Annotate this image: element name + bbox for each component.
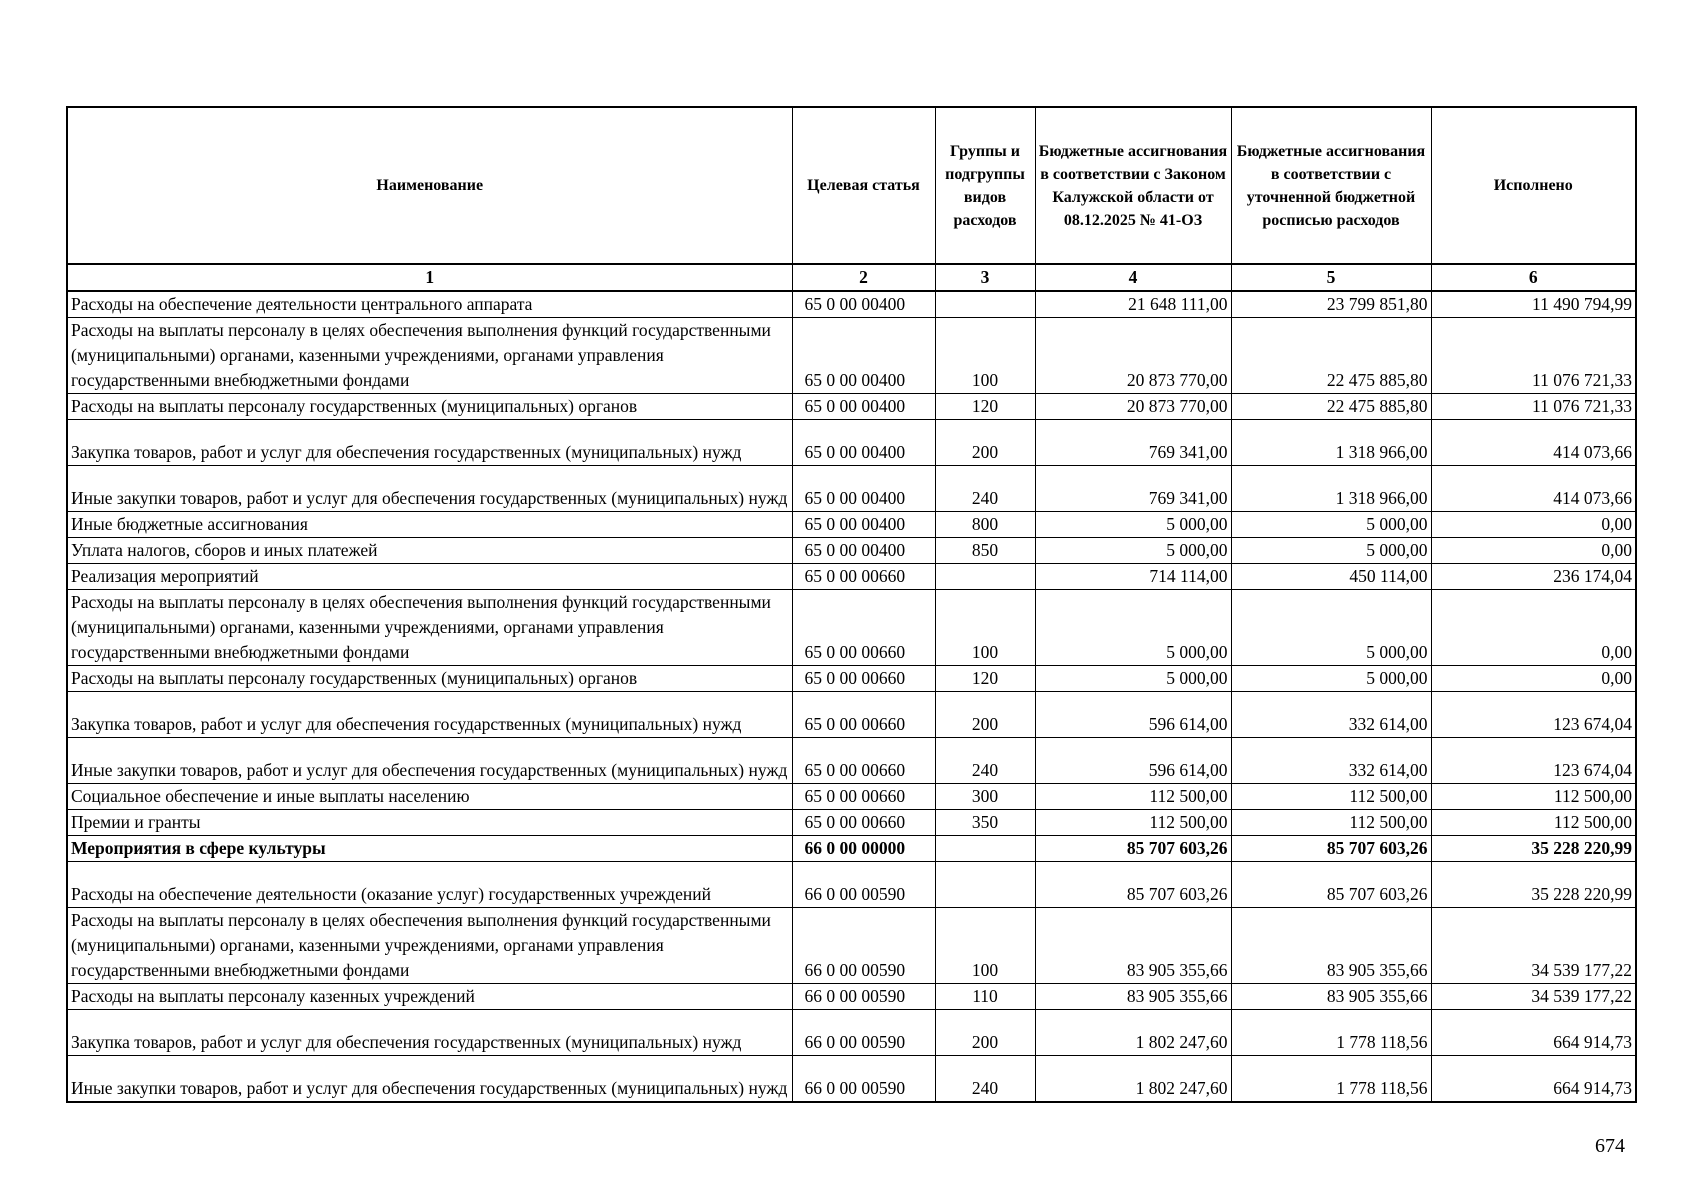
table-row [67,394,1636,420]
row-law-allocation: 1 802 247,60 [1035,1056,1231,1102]
column-number: 6 [1431,264,1636,291]
table-row [67,1010,1636,1056]
row-expense-group: 240 [935,466,1035,512]
column-number: 4 [1035,264,1231,291]
table-row [67,836,1636,862]
row-executed: 11 076 721,33 [1431,394,1636,420]
row-expense-group: 300 [935,784,1035,810]
row-target-article: 65 0 00 00400 [792,466,935,512]
row-plan-allocation: 83 905 355,66 [1231,984,1431,1010]
row-target-article: 66 0 00 00590 [792,984,935,1010]
row-law-allocation: 20 873 770,00 [1035,318,1231,394]
table-row [67,666,1636,692]
row-target-article: 65 0 00 00660 [792,590,935,666]
row-executed: 34 539 177,22 [1431,984,1636,1010]
row-law-allocation: 1 802 247,60 [1035,1010,1231,1056]
row-expense-group: 240 [935,738,1035,784]
row-name: Мероприятия в сфере культуры [67,836,792,862]
table-row [67,984,1636,1010]
row-expense-group: 240 [935,1056,1035,1102]
row-law-allocation: 5 000,00 [1035,590,1231,666]
row-law-allocation: 5 000,00 [1035,512,1231,538]
row-plan-allocation: 23 799 851,80 [1231,291,1431,318]
row-expense-group: 850 [935,538,1035,564]
table-row [67,908,1636,984]
row-law-allocation: 20 873 770,00 [1035,394,1231,420]
row-plan-allocation: 1 318 966,00 [1231,420,1431,466]
row-plan-allocation: 332 614,00 [1231,692,1431,738]
row-name: Расходы на обеспечение деятельности центрального аппарата [67,291,792,318]
row-law-allocation: 85 707 603,26 [1035,862,1231,908]
row-executed: 123 674,04 [1431,692,1636,738]
row-name: Иные закупки товаров, работ и услуг для обеспечения государственных (муниципальных) нужд [67,738,792,784]
row-name: Закупка товаров, работ и услуг для обеспечения государственных (муниципальных) нужд [67,420,792,466]
row-expense-group: 100 [935,908,1035,984]
table-row [67,420,1636,466]
row-plan-allocation: 85 707 603,26 [1231,836,1431,862]
table-row [67,810,1636,836]
row-law-allocation: 714 114,00 [1035,564,1231,590]
row-expense-group: 200 [935,1010,1035,1056]
row-name: Расходы на выплаты персоналу в целях обеспечения выполнения функций государственными (муниципальными) органами, казенными учреждениями, органами управления государственными внебюджетными фондами [67,590,792,666]
row-law-allocation: 596 614,00 [1035,738,1231,784]
row-law-allocation: 83 905 355,66 [1035,908,1231,984]
table-row [67,538,1636,564]
row-law-allocation: 21 648 111,00 [1035,291,1231,318]
column-number: 3 [935,264,1035,291]
row-name: Премии и гранты [67,810,792,836]
row-executed: 11 076 721,33 [1431,318,1636,394]
row-law-allocation: 769 341,00 [1035,420,1231,466]
row-expense-group: 100 [935,318,1035,394]
header-plan-allocations: Бюджетные ассигнования в соответствии с уточненной бюджетной росписью расходов [1231,107,1431,264]
row-name: Закупка товаров, работ и услуг для обеспечения государственных (муниципальных) нужд [67,692,792,738]
row-expense-group: 100 [935,590,1035,666]
column-number: 1 [67,264,792,291]
row-expense-group [935,564,1035,590]
row-target-article: 65 0 00 00400 [792,394,935,420]
row-target-article: 66 0 00 00590 [792,1056,935,1102]
row-name: Расходы на выплаты персоналу казенных учреждений [67,984,792,1010]
row-law-allocation: 83 905 355,66 [1035,984,1231,1010]
row-plan-allocation: 5 000,00 [1231,512,1431,538]
row-name: Закупка товаров, работ и услуг для обеспечения государственных (муниципальных) нужд [67,1010,792,1056]
row-executed: 0,00 [1431,538,1636,564]
row-executed: 112 500,00 [1431,784,1636,810]
row-expense-group: 200 [935,420,1035,466]
table-row [67,590,1636,666]
row-executed: 35 228 220,99 [1431,862,1636,908]
row-plan-allocation: 112 500,00 [1231,810,1431,836]
page-number: 674 [1595,1135,1625,1157]
row-executed: 414 073,66 [1431,466,1636,512]
row-expense-group [935,291,1035,318]
row-executed: 35 228 220,99 [1431,836,1636,862]
row-target-article: 66 0 00 00590 [792,908,935,984]
header-expense-groups: Группы и подгруппы видов расходов [935,107,1035,264]
row-plan-allocation: 1 778 118,56 [1231,1010,1431,1056]
header-executed: Исполнено [1431,107,1636,264]
row-target-article: 65 0 00 00660 [792,666,935,692]
row-law-allocation: 596 614,00 [1035,692,1231,738]
row-target-article: 65 0 00 00400 [792,420,935,466]
row-name: Иные закупки товаров, работ и услуг для обеспечения государственных (муниципальных) нужд [67,466,792,512]
header-name: Наименование [67,107,792,264]
row-executed: 0,00 [1431,512,1636,538]
budget-table [66,106,1637,1103]
row-executed: 11 490 794,99 [1431,291,1636,318]
column-number: 2 [792,264,935,291]
row-expense-group: 120 [935,666,1035,692]
table-body [67,291,1636,1102]
row-executed: 0,00 [1431,666,1636,692]
row-expense-group: 800 [935,512,1035,538]
row-name: Расходы на выплаты персоналу в целях обеспечения выполнения функций государственными (муниципальными) органами, казенными учреждениями, органами управления государственными внебюджетными фондами [67,318,792,394]
row-target-article: 65 0 00 00400 [792,538,935,564]
row-name: Иные закупки товаров, работ и услуг для обеспечения государственных (муниципальных) нужд [67,1056,792,1102]
table-row [67,1056,1636,1102]
row-law-allocation: 112 500,00 [1035,784,1231,810]
row-name: Расходы на выплаты персоналу в целях обеспечения выполнения функций государственными (муниципальными) органами, казенными учреждениями, органами управления государственными внебюджетными фондами [67,908,792,984]
row-plan-allocation: 450 114,00 [1231,564,1431,590]
row-executed: 0,00 [1431,590,1636,666]
row-target-article: 66 0 00 00000 [792,836,935,862]
row-expense-group: 110 [935,984,1035,1010]
row-expense-group [935,862,1035,908]
row-executed: 664 914,73 [1431,1010,1636,1056]
row-name: Расходы на обеспечение деятельности (оказание услуг) государственных учреждений [67,862,792,908]
row-expense-group [935,836,1035,862]
row-name: Расходы на выплаты персоналу государственных (муниципальных) органов [67,666,792,692]
header-target-article: Целевая статья [792,107,935,264]
row-name: Уплата налогов, сборов и иных платежей [67,538,792,564]
row-law-allocation: 5 000,00 [1035,538,1231,564]
row-law-allocation: 5 000,00 [1035,666,1231,692]
row-executed: 34 539 177,22 [1431,908,1636,984]
row-law-allocation: 85 707 603,26 [1035,836,1231,862]
row-executed: 664 914,73 [1431,1056,1636,1102]
row-target-article: 65 0 00 00660 [792,692,935,738]
table-row [67,738,1636,784]
row-executed: 112 500,00 [1431,810,1636,836]
header-law-allocations: Бюджетные ассигнования в соответствии с Законом Калужской области от 08.12.2025 № 41-ОЗ [1035,107,1231,264]
row-law-allocation: 769 341,00 [1035,466,1231,512]
table-row [67,784,1636,810]
row-target-article: 65 0 00 00400 [792,291,935,318]
row-target-article: 66 0 00 00590 [792,862,935,908]
row-name: Реализация мероприятий [67,564,792,590]
row-target-article: 65 0 00 00400 [792,512,935,538]
column-number-row [67,264,1636,291]
table-row [67,692,1636,738]
row-target-article: 66 0 00 00590 [792,1010,935,1056]
table-row [67,512,1636,538]
table-row [67,291,1636,318]
table-row [67,318,1636,394]
column-number: 5 [1231,264,1431,291]
row-target-article: 65 0 00 00660 [792,564,935,590]
row-plan-allocation: 1 778 118,56 [1231,1056,1431,1102]
row-plan-allocation: 85 707 603,26 [1231,862,1431,908]
row-plan-allocation: 5 000,00 [1231,666,1431,692]
row-expense-group: 120 [935,394,1035,420]
row-name: Расходы на выплаты персоналу государственных (муниципальных) органов [67,394,792,420]
table-row [67,564,1636,590]
table-row [67,862,1636,908]
row-executed: 123 674,04 [1431,738,1636,784]
row-plan-allocation: 332 614,00 [1231,738,1431,784]
row-plan-allocation: 5 000,00 [1231,538,1431,564]
row-plan-allocation: 83 905 355,66 [1231,908,1431,984]
row-executed: 236 174,04 [1431,564,1636,590]
row-target-article: 65 0 00 00660 [792,784,935,810]
row-target-article: 65 0 00 00400 [792,318,935,394]
row-target-article: 65 0 00 00660 [792,738,935,784]
row-plan-allocation: 5 000,00 [1231,590,1431,666]
row-plan-allocation: 112 500,00 [1231,784,1431,810]
table-row [67,466,1636,512]
row-name: Иные бюджетные ассигнования [67,512,792,538]
row-expense-group: 200 [935,692,1035,738]
header-row [67,107,1636,264]
row-name: Социальное обеспечение и иные выплаты населению [67,784,792,810]
row-executed: 414 073,66 [1431,420,1636,466]
row-target-article: 65 0 00 00660 [792,810,935,836]
row-plan-allocation: 1 318 966,00 [1231,466,1431,512]
row-plan-allocation: 22 475 885,80 [1231,318,1431,394]
row-plan-allocation: 22 475 885,80 [1231,394,1431,420]
row-expense-group: 350 [935,810,1035,836]
row-law-allocation: 112 500,00 [1035,810,1231,836]
